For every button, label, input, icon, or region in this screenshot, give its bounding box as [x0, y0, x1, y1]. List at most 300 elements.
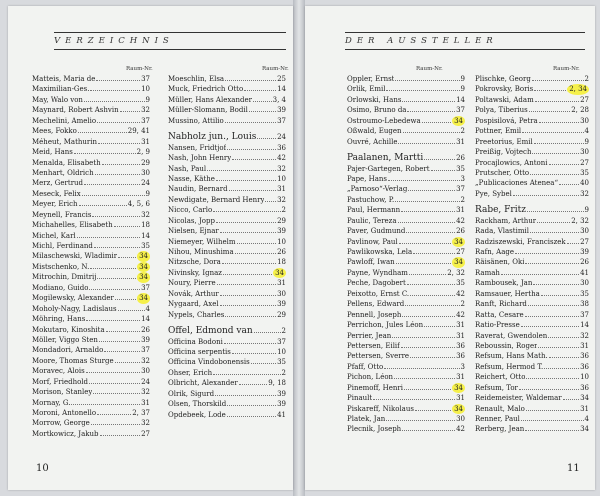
room-number: 42 — [456, 425, 465, 434]
dot-leader — [86, 320, 140, 321]
index-entry — [475, 257, 589, 267]
dot-leader — [97, 414, 131, 415]
page-number: 11 — [567, 463, 580, 474]
room-number: 9 — [584, 137, 589, 146]
entry-name: Novák, Arthur — [168, 289, 219, 298]
entry-name: Nivinsky, Ignaz — [168, 268, 222, 277]
index-entry — [32, 105, 150, 115]
entry-name: Morf, Friedhold — [32, 377, 89, 386]
index-entry — [475, 158, 589, 168]
dot-leader — [118, 310, 145, 311]
entry-name: Morison, Stanley — [32, 388, 93, 397]
index-entry — [475, 424, 589, 434]
index-entry — [347, 105, 465, 115]
dot-leader — [95, 174, 140, 175]
room-number: 2, 32 — [447, 268, 465, 277]
entry-name: Poltawski, Adam — [475, 95, 534, 104]
index-entry — [347, 331, 465, 341]
dot-leader — [392, 337, 455, 338]
dot-leader — [224, 343, 276, 344]
index-entry — [347, 153, 465, 163]
index-entry — [32, 116, 150, 126]
room-number: 31 — [141, 398, 150, 407]
dot-leader — [404, 389, 451, 390]
index-entry — [168, 153, 286, 163]
dot-leader — [544, 368, 579, 369]
entry-name: Ostroumo-Lebedewa — [347, 116, 421, 125]
entry-name: Mondadori, Arnaldo — [32, 346, 104, 355]
room-number: 32 — [580, 331, 589, 340]
page-header — [54, 32, 286, 50]
room-number: 26 — [580, 258, 589, 267]
index-column — [32, 74, 150, 439]
entry-name: Menalda, Elisabeth — [32, 158, 101, 167]
index-entry — [475, 299, 589, 309]
index-entry — [347, 351, 465, 361]
entry-name: Meynell, Francis — [32, 210, 92, 219]
dot-leader — [220, 232, 276, 233]
column-header: Raum-Nr. — [262, 66, 289, 72]
index-entry — [475, 320, 589, 330]
index-entry — [475, 137, 589, 147]
dot-leader — [71, 404, 140, 405]
dot-leader — [567, 243, 579, 244]
room-number: 34 — [580, 394, 589, 403]
entry-name: Plischke, Georg — [475, 75, 531, 83]
dot-leader — [563, 399, 579, 400]
dot-leader — [227, 149, 276, 150]
room-number: 39 — [141, 335, 150, 344]
index-entry — [347, 414, 465, 424]
entry-name: Rerberg, Jean — [475, 425, 525, 434]
dot-leader — [401, 347, 455, 348]
index-entry — [32, 231, 150, 241]
entry-name: Moholy-Nagy, Ladislaus — [32, 304, 117, 313]
room-number: 37 — [141, 75, 150, 83]
room-number: 35 — [580, 168, 589, 177]
room-number: 14 — [456, 95, 465, 104]
dot-leader — [254, 332, 281, 333]
dot-leader — [526, 410, 579, 411]
room-number: 24 — [141, 179, 150, 188]
room-number: 27 — [580, 158, 589, 167]
dot-leader — [402, 430, 455, 431]
highlighted-room-number: 34 — [454, 404, 463, 413]
dot-leader — [408, 190, 455, 191]
entry-name: Nasse, Käthe — [168, 174, 215, 183]
index-entry — [347, 393, 465, 403]
book-gutter — [293, 0, 305, 496]
entry-name: Nypels, Charles — [168, 310, 225, 319]
room-number: 30 — [580, 148, 589, 157]
entry-name: Moore, Thomas Sturge — [32, 356, 114, 365]
dot-leader — [409, 274, 446, 275]
room-number: 31 — [456, 394, 465, 403]
dot-leader — [406, 232, 455, 233]
dot-leader — [249, 111, 276, 112]
entry-name: Pfaff, Otto — [347, 362, 384, 371]
dot-leader — [415, 410, 451, 411]
index-entry — [475, 268, 589, 278]
dot-leader — [223, 274, 272, 275]
entry-name: Rada, Vlastimil — [475, 227, 529, 236]
index-entry — [32, 126, 150, 136]
entry-name: Ohser, Erich — [168, 368, 213, 377]
index-entry — [475, 351, 589, 361]
dot-leader — [244, 90, 276, 91]
entry-name: Pennell, Joseph — [347, 310, 402, 319]
dot-leader — [99, 341, 140, 342]
room-number: 2 — [281, 327, 286, 336]
index-entry — [475, 189, 589, 199]
room-number: 9 — [145, 95, 150, 104]
index-entry — [475, 95, 589, 105]
room-number: 39 — [277, 389, 286, 398]
room-number: 9 — [145, 189, 150, 198]
room-number: 37 — [141, 283, 150, 292]
index-entry — [32, 387, 150, 397]
dot-leader — [102, 164, 140, 165]
dot-leader — [78, 132, 127, 133]
room-number: 27 — [580, 237, 589, 246]
highlighted-room-number: 34 — [454, 258, 463, 267]
room-number: 2 — [460, 127, 465, 136]
room-number: 39 — [580, 248, 589, 256]
dot-leader — [220, 305, 277, 306]
dot-leader — [384, 368, 459, 369]
dot-leader — [522, 132, 583, 133]
index-entry — [32, 408, 150, 418]
index-entry — [168, 216, 286, 226]
index-entry — [475, 178, 589, 188]
dot-leader — [395, 80, 459, 81]
highlighted-room-number: 34 — [139, 262, 148, 271]
room-number: 32 — [141, 210, 150, 219]
room-number: 37 — [277, 337, 286, 346]
dot-leader — [519, 389, 579, 390]
room-number: 4, 5, 6 — [127, 200, 150, 209]
column-header: Raum-Nr. — [553, 66, 580, 72]
room-number: 29 — [141, 158, 150, 167]
dot-leader — [217, 284, 276, 285]
entry-name: Pastuchow, P. — [347, 195, 395, 204]
entry-name: Meid, Hans — [32, 148, 73, 157]
left-page — [8, 6, 293, 490]
dot-leader — [207, 170, 276, 171]
room-number: 32 — [580, 189, 589, 198]
room-number: 30 — [456, 415, 465, 423]
dot-leader — [74, 153, 136, 154]
dot-leader — [84, 101, 145, 102]
dot-leader — [232, 159, 276, 160]
dot-leader — [229, 190, 276, 191]
room-number: 32 — [277, 195, 286, 204]
dot-leader — [525, 316, 579, 317]
index-entry — [32, 199, 150, 209]
dot-leader — [120, 111, 140, 112]
room-number: 2 — [281, 206, 286, 215]
dot-leader — [225, 122, 276, 123]
entry-name: Müller-Slomann, Bodil — [168, 106, 248, 115]
entry-name: Pape, Hans — [347, 174, 388, 183]
dot-leader — [213, 374, 280, 375]
index-entry — [32, 304, 150, 314]
dot-leader — [410, 357, 455, 358]
entry-name: Mortkowicz, Jakub — [32, 429, 99, 438]
index-entry — [168, 205, 286, 215]
index-entry — [475, 74, 589, 84]
index-entry — [32, 178, 150, 188]
index-entry — [347, 372, 465, 382]
entry-name: Nicco, Carlo — [168, 206, 213, 215]
room-number: 4 — [584, 127, 589, 136]
entry-name: Nihou, Minushima — [168, 248, 234, 256]
room-number: 3, 4 — [272, 95, 286, 104]
dot-leader — [413, 253, 455, 254]
entry-name: Rackham, Arthur — [475, 216, 537, 225]
index-entry — [32, 429, 150, 439]
index-entry — [347, 404, 465, 414]
dot-leader — [398, 143, 455, 144]
dot-leader — [403, 132, 460, 133]
room-number: 31 — [456, 206, 465, 215]
dot-leader — [534, 90, 566, 91]
entry-name: Nitzsche, Dora — [168, 258, 221, 267]
index-entry — [32, 335, 150, 345]
index-entry — [32, 283, 150, 293]
index-entry — [168, 95, 286, 105]
dot-leader — [525, 430, 579, 431]
entry-name: Renault, Malo — [475, 404, 525, 413]
index-entry — [475, 147, 589, 157]
entry-name: Mussino, Attilio — [168, 116, 224, 125]
entry-name: Ouvré, Achille — [347, 137, 398, 146]
index-entry — [347, 257, 465, 267]
index-entry — [347, 216, 465, 226]
entry-name: Nygaard, Axel — [168, 300, 219, 309]
header-title: VERZEICHNIS — [54, 36, 174, 46]
room-number: 32 — [141, 106, 150, 115]
room-number: 41 — [277, 410, 286, 419]
highlighted-room-number: 34 — [139, 294, 148, 303]
dot-leader — [431, 170, 456, 171]
entry-name: Ramsauer, Hertha — [475, 289, 540, 298]
index-entry — [347, 362, 465, 372]
dot-leader — [549, 164, 580, 165]
entry-name: Piskareff, Nikolaus — [347, 404, 414, 413]
room-number: 39 — [277, 106, 286, 115]
room-number: 37 — [141, 346, 150, 355]
entry-name: Preißig, Vojtech — [475, 148, 532, 157]
room-number: 25 — [277, 75, 286, 83]
index-entry — [168, 337, 286, 347]
index-entry — [347, 299, 465, 309]
index-column — [347, 74, 465, 435]
index-entry — [168, 74, 286, 84]
room-number: 29 — [277, 310, 286, 319]
dot-leader — [115, 299, 136, 300]
index-entry — [475, 226, 589, 236]
entry-name: Meyer, Erich — [32, 200, 78, 209]
entry-name: Méheut, Mathurin — [32, 137, 97, 146]
room-number: 18 — [277, 258, 286, 267]
dot-leader — [90, 268, 136, 269]
index-entry — [168, 389, 286, 399]
room-number: 37 — [277, 116, 286, 125]
index-entry — [32, 345, 150, 355]
room-number: 30 — [141, 168, 150, 177]
index-entry — [475, 84, 589, 94]
entry-name: Pajer-Gartegen, Robert — [347, 164, 430, 173]
entry-name: Reboussin, Roger — [475, 341, 538, 350]
index-entry — [32, 137, 150, 147]
dot-leader — [548, 337, 579, 338]
dot-leader — [559, 184, 579, 185]
index-entry — [475, 247, 589, 257]
room-number: 30 — [580, 279, 589, 288]
dot-leader — [89, 383, 140, 384]
entry-name: Menhart, Oldrich — [32, 168, 94, 177]
entry-name: Nielsen, Ejnar — [168, 227, 219, 236]
dot-leader — [222, 263, 276, 264]
dot-leader — [251, 363, 276, 364]
entry-name: Nash, John Henry — [168, 154, 232, 163]
dot-leader — [532, 153, 579, 154]
index-column — [475, 74, 589, 435]
index-entry — [168, 368, 286, 378]
entry-name: Moroni, Antonello — [32, 409, 97, 417]
dot-leader — [232, 353, 276, 354]
entry-name: Officina serpentis — [168, 347, 231, 356]
index-entry — [347, 74, 465, 84]
index-entry — [475, 116, 589, 126]
dot-leader — [515, 253, 579, 254]
index-entry — [475, 168, 589, 178]
dot-leader — [528, 305, 579, 306]
dot-leader — [225, 80, 276, 81]
dot-leader — [97, 122, 140, 123]
room-number: 35 — [456, 164, 465, 173]
dot-leader — [521, 420, 584, 421]
index-entry — [475, 383, 589, 393]
room-number: 39 — [277, 227, 286, 236]
entry-name: Matteis, Maria de — [32, 75, 96, 83]
room-number: 26 — [141, 325, 150, 334]
room-number: 31 — [456, 331, 465, 340]
index-entry — [347, 226, 465, 236]
room-number: 32 — [141, 356, 150, 365]
entry-name: Milaschewski, Wladimir — [32, 252, 118, 261]
dot-leader — [529, 111, 571, 112]
entry-name: Pottner, Emil — [475, 127, 522, 136]
dot-leader — [410, 295, 455, 296]
index-entry — [32, 220, 150, 230]
entry-name: Officina Vindobonensis — [168, 358, 250, 367]
index-entry — [475, 372, 589, 382]
index-entry — [475, 362, 589, 372]
index-entry — [475, 404, 589, 414]
entry-name: Ratio-Presse — [475, 321, 520, 330]
room-number: 40 — [580, 179, 589, 188]
dot-leader — [77, 237, 140, 238]
dot-leader — [235, 253, 276, 254]
dot-leader — [501, 274, 579, 275]
room-number: 36 — [580, 383, 589, 392]
room-number: 26 — [277, 248, 286, 256]
entry-name: Moravec, Alois — [32, 367, 85, 376]
room-number: 18 — [141, 221, 150, 230]
index-entry — [32, 241, 150, 251]
entry-name: Nansen, Fridtjof — [168, 143, 227, 152]
entry-name: Pinemoff, Henri — [347, 383, 403, 392]
dot-leader — [525, 263, 579, 264]
entry-name: Öffel, Edmond van — [168, 326, 253, 337]
room-number: 26 — [456, 227, 465, 236]
entry-name: Nabholz jun., Louis — [168, 132, 257, 143]
index-entry — [32, 325, 150, 335]
room-number: 2, 37 — [132, 409, 150, 417]
index-entry — [168, 174, 286, 184]
dot-leader — [394, 378, 455, 379]
entry-name: Prutscher, Otto — [475, 168, 530, 177]
right-page — [305, 6, 595, 490]
index-entry — [347, 95, 465, 105]
room-number: 39 — [277, 300, 286, 309]
index-entry — [347, 289, 465, 299]
room-number: 10 — [277, 237, 286, 246]
entry-name: Michel, Karl — [32, 231, 76, 240]
room-number: 31 — [456, 137, 465, 146]
index-entry — [347, 195, 465, 205]
entry-name: Oßwald, Eugen — [347, 127, 402, 136]
room-number: 10 — [580, 373, 589, 382]
dot-leader — [532, 80, 584, 81]
column-header: Raum-Nr. — [126, 66, 153, 72]
entry-name: Nicolas, Jopp — [168, 216, 215, 225]
dot-leader — [265, 201, 276, 202]
index-entry — [347, 126, 465, 136]
index-entry — [168, 105, 286, 115]
index-entry — [168, 289, 286, 299]
entry-name: Olsen, Thorskild — [168, 400, 227, 409]
index-entry — [168, 132, 286, 142]
dot-leader — [534, 143, 584, 144]
entry-name: Pettersen, Sverre — [347, 352, 410, 361]
room-number: 37 — [580, 310, 589, 319]
room-number: 9 — [460, 85, 465, 94]
room-number: 35 — [277, 358, 286, 367]
entry-name: Möhring, Hans — [32, 315, 86, 324]
room-number: 32 — [141, 419, 150, 428]
room-number: 31 — [277, 185, 286, 194]
entry-name: Officina Bodoni — [168, 337, 223, 346]
room-number: 37 — [141, 116, 150, 125]
highlighted-room-number: 2, 34 — [569, 85, 587, 94]
entry-name: Pawloff, Iwan — [347, 258, 395, 267]
index-entry — [347, 116, 465, 126]
entry-name: Räisänen, Oki — [475, 258, 525, 267]
column-header: Raum-Nr. — [416, 66, 443, 72]
index-entry — [475, 310, 589, 320]
entry-name: Maynard, Robert Ashvin — [32, 106, 119, 115]
index-entry — [168, 257, 286, 267]
entry-name: Mistschenko, N. — [32, 262, 90, 271]
dot-leader — [402, 101, 455, 102]
index-entry — [347, 268, 465, 278]
header-title: DER AUSSTELLER — [345, 36, 498, 46]
entry-name: Renner, Paul — [475, 415, 520, 423]
entry-name: Newdigate, Bernard Henry — [168, 195, 265, 204]
